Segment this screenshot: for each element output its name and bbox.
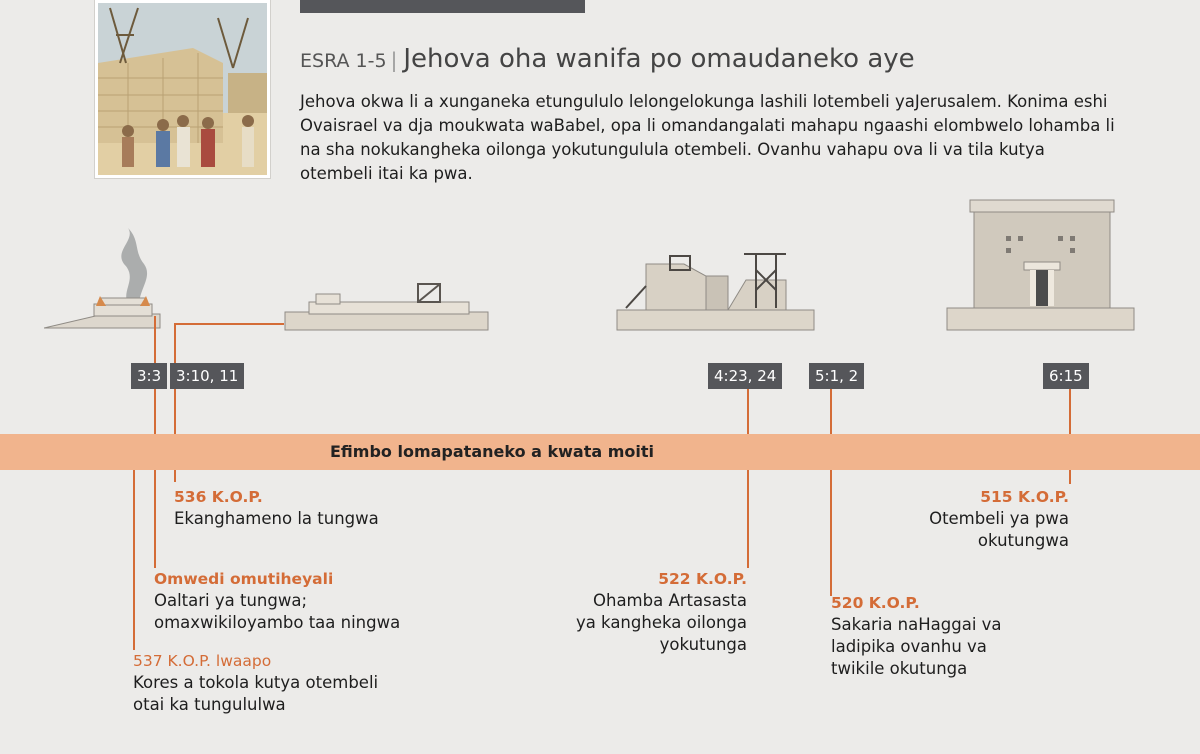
event-536-date: 536 K.O.P. xyxy=(174,488,263,506)
event-537-text-2: otai ka tungululwa xyxy=(133,695,286,714)
event-altar-text-2: omaxwikiloyambo taa ningwa xyxy=(154,613,401,632)
event-520 xyxy=(831,592,1002,680)
event-536-text: Ekanghameno la tungwa xyxy=(174,509,379,528)
event-520-text-3: twikile okutunga xyxy=(831,659,968,678)
scripture-ref-3-10-11: 3:10, 11 xyxy=(170,363,244,389)
event-537 xyxy=(133,650,378,716)
partial-walls-illustration xyxy=(616,250,816,336)
event-522 xyxy=(547,568,747,656)
connector-522 xyxy=(747,388,749,568)
event-altar-date: Omwedi omutiheyali xyxy=(154,570,334,588)
event-522-date: 522 K.O.P. xyxy=(658,570,747,588)
event-520-date: 520 K.O.P. xyxy=(831,594,920,612)
top-decorative-bar xyxy=(300,0,585,13)
scripture-ref-6-15: 6:15 xyxy=(1043,363,1089,389)
event-522-text-3: yokutunga xyxy=(659,635,747,654)
opposition-period-label: Efimbo lomapataneko a kwata moiti xyxy=(330,442,655,461)
event-altar-text-1: Oaltari ya tungwa; xyxy=(154,591,308,610)
book-reference: ESRA 1-5 xyxy=(300,50,387,72)
intro-paragraph: Jehova okwa li a xunganeka etungululo lelongelokunga lashili lotembeli yaJerusalem. Konima eshi Ovaisrael va dja moukwata waBabel, opa li omandangalati mahapu ngaashi elombwelo lohamba li na sha nokukangheka oilonga yokutungulula otembeli. Ovanhu vahapu ova li va tila kutya otembeli itai ka pwa. xyxy=(300,92,1115,183)
event-522-text-2: ya kangheka oilonga xyxy=(575,613,747,632)
event-537-date: 537 K.O.P. lwaapo xyxy=(133,652,272,670)
event-520-text-1: Sakaria naHaggai va xyxy=(831,615,1002,634)
connector-520 xyxy=(830,388,832,596)
event-515 xyxy=(869,486,1069,552)
event-536 xyxy=(174,486,379,530)
header-separator: | xyxy=(390,48,398,72)
scripture-ref-5-1-2: 5:1, 2 xyxy=(809,363,864,389)
foundation-illustration xyxy=(284,282,490,336)
completed-temple-illustration xyxy=(946,196,1136,336)
page-title: Jehova oha wanifa po omaudaneko aye xyxy=(403,44,915,74)
event-537-text-1: Kores a tokola kutya otembeli xyxy=(133,673,379,692)
scripture-ref-3-3: 3:3 xyxy=(131,363,167,389)
event-520-text-2: ladipika ovanhu va xyxy=(831,637,987,656)
event-515-text-2: okutungwa xyxy=(977,531,1069,550)
event-515-date: 515 K.O.P. xyxy=(980,488,1069,506)
scripture-ref-4-23-24: 4:23, 24 xyxy=(708,363,782,389)
event-altar xyxy=(154,568,400,634)
event-515-text-1: Otembeli ya pwa xyxy=(929,509,1069,528)
header xyxy=(300,44,915,74)
altar-illustration xyxy=(44,228,164,336)
event-522-text-1: Ohamba Artasasta xyxy=(593,591,747,610)
connector-foundation-horizontal xyxy=(174,323,284,325)
temple-rebuilding-illustration xyxy=(95,0,270,178)
